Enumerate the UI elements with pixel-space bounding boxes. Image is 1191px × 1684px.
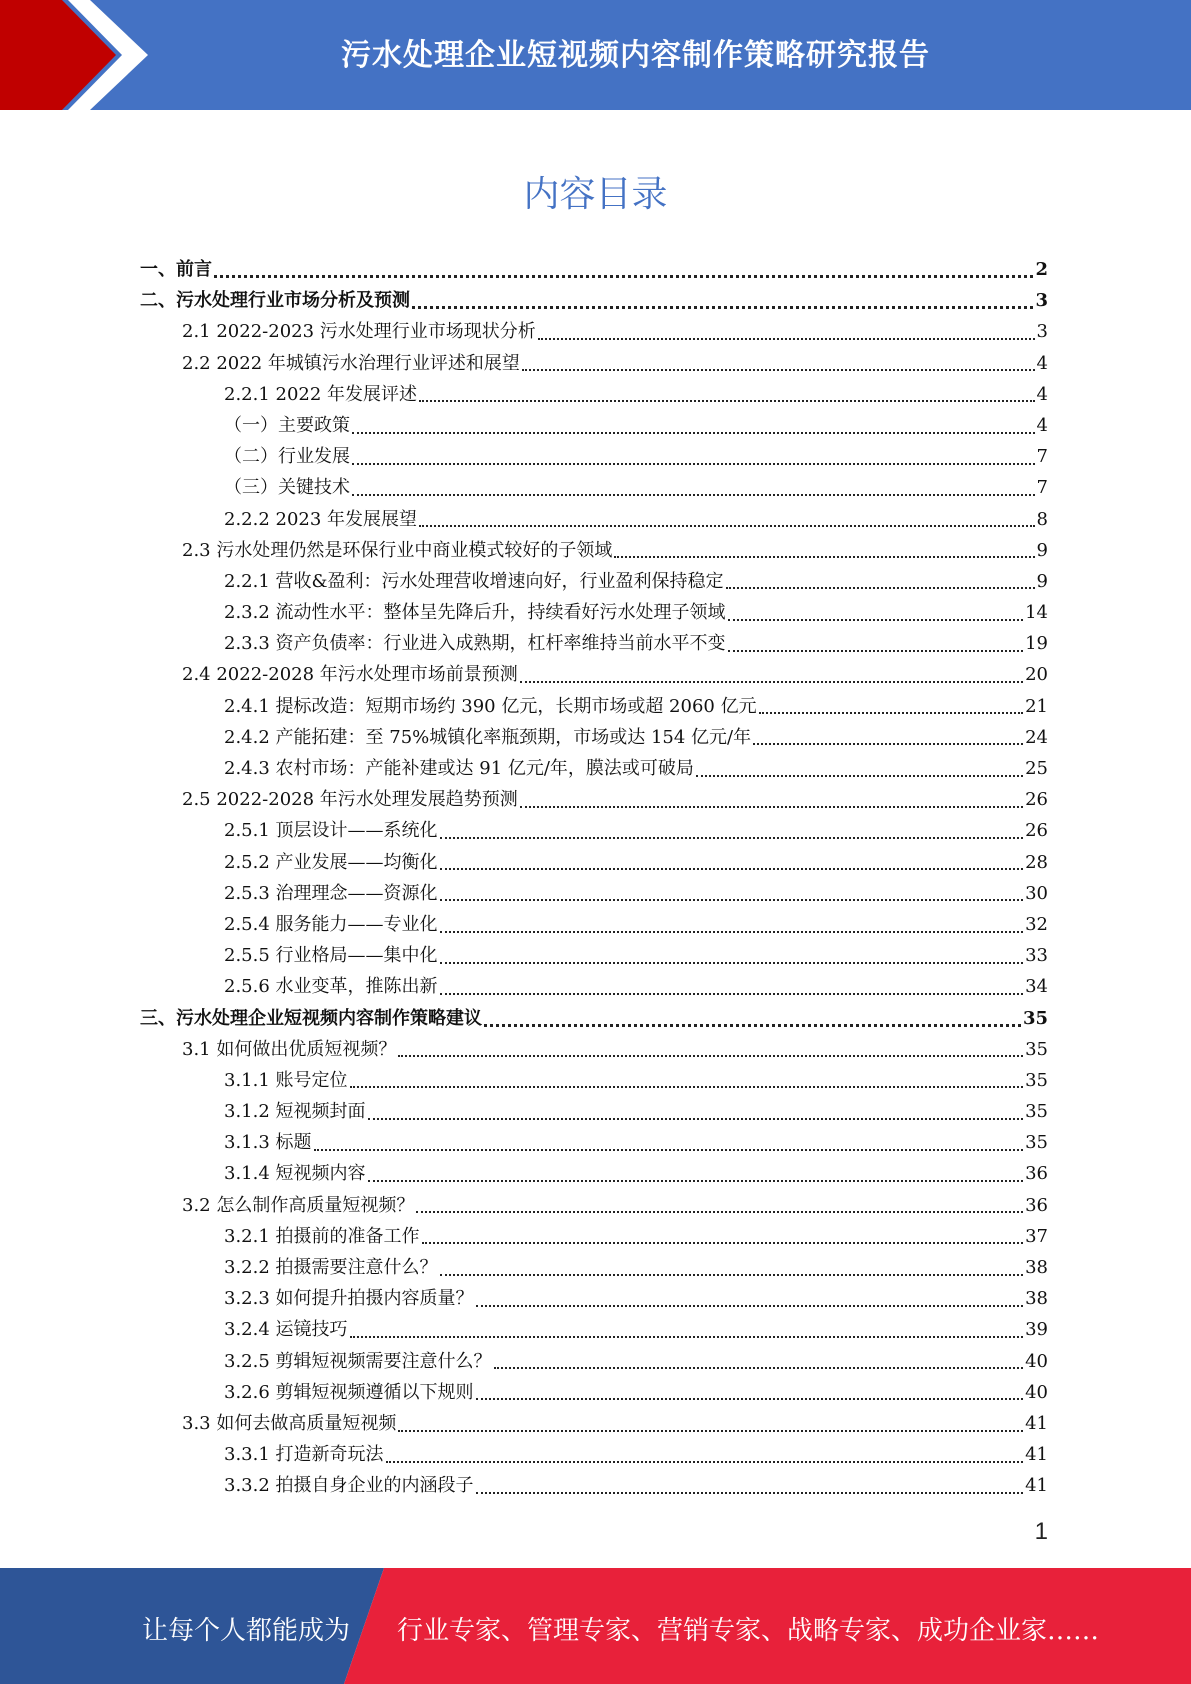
toc-entry-title: 2.2.2 2023 年发展展望 (224, 508, 418, 530)
toc-entry[interactable] (140, 1470, 1048, 1501)
dot-leader (440, 993, 1024, 995)
toc-entry[interactable] (140, 753, 1048, 784)
dot-leader (314, 1149, 1024, 1151)
toc-entry-page: 37 (1025, 1225, 1048, 1247)
dot-leader (753, 743, 1023, 745)
toc-entry[interactable] (140, 1065, 1048, 1096)
toc-entry-title: 3.1 如何做出优质短视频？ (182, 1038, 397, 1060)
dot-leader (440, 837, 1024, 839)
toc-entry-page: 14 (1025, 602, 1048, 624)
dot-leader (350, 1336, 1024, 1338)
toc-entry-title: 3.1.3 标题 (224, 1132, 312, 1154)
toc-entry[interactable] (140, 1252, 1048, 1283)
toc-entry-page: 30 (1025, 882, 1048, 904)
toc-entry-title: 3.2.4 运镜技巧 (224, 1319, 348, 1341)
toc-entry-page: 35 (1025, 1101, 1048, 1123)
dot-leader (398, 1055, 1023, 1057)
toc-entry-page: 26 (1025, 820, 1048, 842)
toc-entry[interactable] (140, 909, 1048, 940)
dot-leader (728, 619, 1024, 621)
dot-leader (440, 868, 1024, 870)
toc-entry[interactable] (140, 847, 1048, 878)
dot-leader (522, 369, 1035, 371)
toc-entry-title: 3.3.1 打造新奇玩法 (224, 1444, 384, 1466)
toc-entry-page: 40 (1025, 1381, 1048, 1403)
toc-entry-title: （三）关键技术 (224, 477, 350, 499)
dot-leader (476, 1305, 1024, 1307)
toc-entry[interactable] (140, 659, 1048, 690)
footer-slogan-right: 行业专家、管理专家、营销专家、战略专家、成功企业家…… (397, 1616, 1100, 1646)
toc-entry-title: 2.3.3 资产负债率：行业进入成熟期，杠杆率维持当前水平不变 (224, 633, 726, 655)
toc-entry-page: 4 (1036, 414, 1048, 436)
toc-entry-page: 34 (1025, 976, 1048, 998)
toc-entry-title: 3.3 如何去做高质量短视频 (182, 1412, 397, 1434)
toc-entry-title: 2.4 2022-2028 年污水处理市场前景预测 (182, 664, 518, 686)
dot-leader (352, 494, 1035, 496)
dot-leader (440, 962, 1024, 964)
toc-entry-page: 36 (1025, 1194, 1048, 1216)
toc-entry[interactable] (140, 410, 1048, 441)
header-banner (0, 0, 1191, 110)
toc-entry-page: 3 (1035, 290, 1048, 312)
toc-entry[interactable] (140, 971, 1048, 1002)
toc-entry[interactable] (140, 691, 1048, 722)
toc-entry-page: 20 (1025, 664, 1048, 686)
toc-entry-title: 二、污水处理行业市场分析及预测 (140, 290, 410, 312)
toc-entry[interactable] (140, 254, 1048, 285)
page-number: 1 (1034, 1518, 1048, 1545)
toc-entry-title: 3.1.2 短视频封面 (224, 1101, 366, 1123)
toc-entry-title: 一、前言 (140, 259, 212, 280)
toc-entry-title: 3.3.2 拍摄自身企业的内涵段子 (224, 1475, 474, 1497)
toc-entry-page: 3 (1036, 321, 1048, 343)
dot-leader (368, 1118, 1024, 1120)
toc-entry-page: 4 (1036, 383, 1048, 405)
toc-entry-title: 3.2 怎么制作高质量短视频？ (182, 1194, 415, 1216)
toc-entry-title: 3.1.1 账号定位 (224, 1069, 348, 1091)
dot-leader (520, 681, 1023, 683)
toc-entry[interactable] (140, 504, 1048, 535)
toc-entry-page: 41 (1025, 1444, 1048, 1466)
toc-entry-page: 26 (1025, 789, 1048, 811)
dot-leader (759, 712, 1024, 714)
dot-leader (476, 1398, 1024, 1400)
toc-entry-page: 39 (1025, 1319, 1048, 1341)
toc-entry-page: 19 (1025, 633, 1048, 655)
toc-entry-page: 41 (1025, 1412, 1048, 1434)
report-title: 污水处理企业短视频内容制作策略研究报告 (341, 38, 930, 73)
toc-entry-title: 3.2.1 拍摄前的准备工作 (224, 1225, 420, 1247)
dot-leader (440, 931, 1024, 933)
toc-entry-title: 2.5.4 服务能力——专业化 (224, 913, 438, 935)
toc-entry[interactable] (140, 441, 1048, 472)
toc-entry[interactable] (140, 940, 1048, 971)
toc-entry[interactable] (140, 597, 1048, 628)
footer-banner (0, 1568, 1191, 1684)
toc-entry[interactable] (140, 1127, 1048, 1158)
toc-entry[interactable] (140, 1034, 1048, 1065)
dot-leader (419, 400, 1034, 402)
toc-heading: 内容目录 (523, 174, 668, 215)
toc-entry-page: 24 (1025, 726, 1048, 748)
toc-entry-page: 38 (1025, 1288, 1048, 1310)
dot-leader (350, 1086, 1024, 1088)
dot-leader (520, 806, 1023, 808)
toc-entry-title: 3.2.3 如何提升拍摄内容质量？ (224, 1288, 474, 1310)
dot-leader (352, 432, 1035, 434)
toc-entry[interactable] (140, 1283, 1048, 1314)
toc-entry-title: 3.1.4 短视频内容 (224, 1163, 366, 1185)
toc-entry-page: 2 (1035, 259, 1048, 280)
toc-entry[interactable] (140, 1377, 1048, 1408)
dot-leader (728, 650, 1024, 652)
toc-entry-page: 35 (1025, 1132, 1048, 1154)
toc-entry-title: 3.2.6 剪辑短视频遵循以下规则 (224, 1381, 474, 1403)
dot-leader (614, 556, 1034, 558)
dot-leader (419, 525, 1034, 527)
toc-entry[interactable] (140, 1314, 1048, 1345)
toc-entry[interactable] (140, 472, 1048, 503)
table-of-contents (140, 254, 1048, 1502)
toc-entry[interactable] (140, 1346, 1048, 1377)
dot-leader (416, 1211, 1023, 1213)
toc-entry-page: 21 (1025, 695, 1048, 717)
dot-leader (476, 1492, 1024, 1494)
dot-leader (368, 1180, 1024, 1182)
toc-entry[interactable] (140, 1439, 1048, 1470)
toc-entry-title: 2.3 污水处理仍然是环保行业中商业模式较好的子领域 (182, 539, 613, 561)
toc-entry[interactable] (140, 1221, 1048, 1252)
toc-entry-title: 2.4.1 提标改造：短期市场约 390 亿元，长期市场或超 2060 亿元 (224, 695, 757, 717)
toc-entry-title: 3.2.2 拍摄需要注意什么？ (224, 1257, 438, 1278)
toc-entry-title: 2.5.1 顶层设计——系统化 (224, 820, 438, 842)
toc-entry-title: （二）行业发展 (224, 446, 350, 468)
toc-entry-page: 41 (1025, 1475, 1048, 1497)
toc-entry[interactable] (140, 316, 1048, 347)
toc-entry-page: 28 (1025, 851, 1048, 873)
dot-leader (214, 275, 1033, 278)
toc-entry-title: 2.4.2 产能拓建：至 75%城镇化率瓶颈期，市场或达 154 亿元/年 (224, 726, 752, 748)
toc-entry[interactable] (140, 1158, 1048, 1189)
toc-entry-title: 2.5.6 水业变革，推陈出新 (224, 976, 438, 998)
toc-entry[interactable] (140, 1003, 1048, 1034)
toc-entry-page: 8 (1036, 508, 1048, 530)
toc-entry[interactable] (140, 878, 1048, 909)
toc-entry-title: 2.5.3 治理理念——资源化 (224, 882, 438, 904)
toc-entry-page: 25 (1025, 758, 1048, 779)
dot-leader (440, 899, 1024, 901)
toc-entry-page: 32 (1025, 913, 1048, 935)
toc-entry[interactable] (140, 535, 1048, 566)
toc-entry-page: 4 (1036, 352, 1048, 374)
toc-entry-title: 2.5.5 行业格局——集中化 (224, 945, 438, 967)
toc-entry[interactable] (140, 566, 1048, 597)
dot-leader (440, 1274, 1024, 1276)
dot-leader (494, 1367, 1024, 1369)
toc-entry[interactable] (140, 1096, 1048, 1127)
toc-entry-title: 2.2.1 营收&盈利：污水处理营收增速向好，行业盈利保持稳定 (224, 570, 724, 592)
toc-entry-page: 35 (1025, 1069, 1048, 1091)
dot-leader (726, 587, 1035, 589)
toc-entry-title: 3.2.5 剪辑短视频需要注意什么？ (224, 1350, 492, 1372)
toc-entry-page: 40 (1025, 1350, 1048, 1372)
toc-entry-page: 33 (1025, 945, 1048, 967)
toc-entry-title: 2.3.2 流动性水平：整体呈先降后升，持续看好污水处理子领域 (224, 602, 726, 624)
toc-entry[interactable] (140, 784, 1048, 815)
dot-leader (538, 338, 1035, 340)
toc-entry-page: 36 (1025, 1163, 1048, 1185)
toc-entry-page: 9 (1036, 570, 1048, 592)
toc-entry[interactable] (140, 1190, 1048, 1221)
toc-entry-page: 38 (1025, 1257, 1048, 1278)
toc-entry-title: 三、污水处理企业短视频内容制作策略建议 (140, 1007, 482, 1029)
toc-entry-page: 9 (1036, 539, 1048, 561)
toc-entry[interactable] (140, 628, 1048, 659)
dot-leader (696, 775, 1023, 777)
toc-entry-page: 7 (1036, 477, 1048, 499)
toc-entry-title: 2.4.3 农村市场：产能补建或达 91 亿元/年，膜法或可破局 (224, 758, 694, 779)
dot-leader (352, 463, 1035, 465)
toc-entry[interactable] (140, 348, 1048, 379)
toc-entry[interactable] (140, 285, 1048, 316)
footer-slogan-left: 让每个人都能成为 (142, 1616, 351, 1646)
toc-entry-page: 35 (1025, 1038, 1048, 1060)
toc-entry-title: 2.2.1 2022 年发展评述 (224, 383, 418, 405)
toc-entry-title: 2.5 2022-2028 年污水处理发展趋势预测 (182, 789, 518, 811)
toc-entry-title: 2.1 2022-2023 污水处理行业市场现状分析 (182, 321, 536, 343)
toc-entry-title: 2.5.2 产业发展——均衡化 (224, 851, 438, 873)
toc-entry[interactable] (140, 815, 1048, 846)
toc-entry-title: 2.2 2022 年城镇污水治理行业评述和展望 (182, 352, 520, 374)
dot-leader (422, 1242, 1024, 1244)
arrow-decoration-icon (0, 0, 180, 110)
dot-leader (398, 1430, 1023, 1432)
dot-leader (412, 306, 1033, 309)
toc-entry[interactable] (140, 1408, 1048, 1439)
toc-entry[interactable] (140, 722, 1048, 753)
toc-entry-page: 7 (1036, 446, 1048, 468)
toc-entry-title: （一）主要政策 (224, 414, 350, 436)
toc-entry-page: 35 (1022, 1007, 1048, 1029)
toc-entry[interactable] (140, 379, 1048, 410)
dot-leader (484, 1024, 1021, 1027)
dot-leader (386, 1461, 1024, 1463)
